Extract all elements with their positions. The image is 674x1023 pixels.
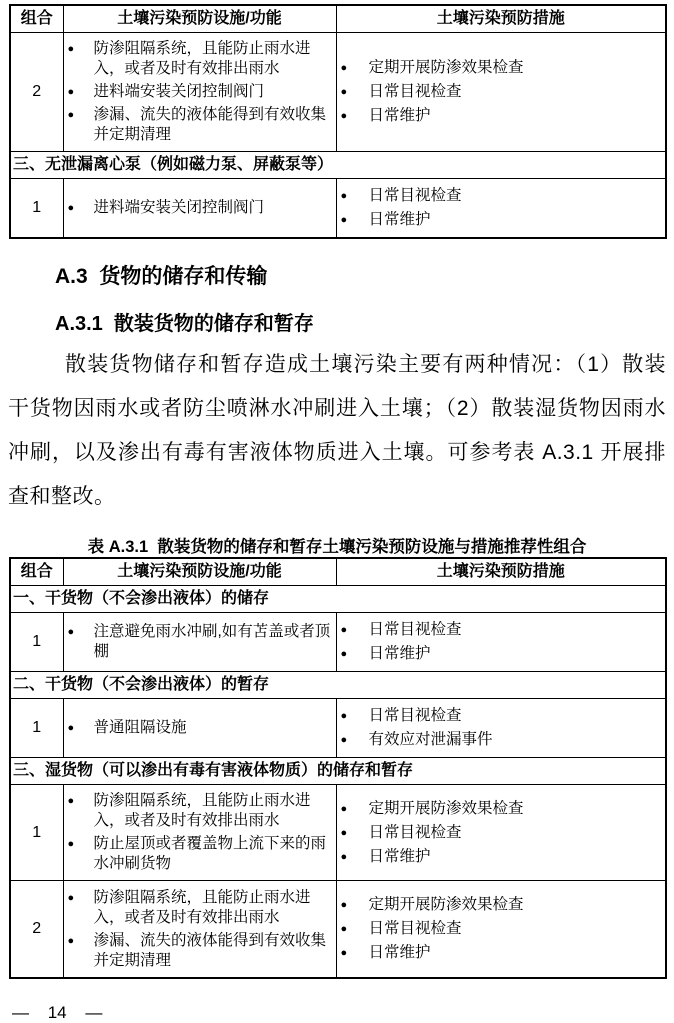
measure-cell (336, 699, 666, 758)
facility-text: 普通阻隔设施 (93, 719, 187, 736)
measure-text: 日常目视检查 (368, 707, 462, 724)
body-paragraph: 散装货物储存和暂存造成土壤污染主要有两种情况：（1）散装干货物因雨水或者防尘喷淋水冲刷进入土壤；（2）散装湿货物因雨水冲刷，以及渗出有毒有害液体物质进入土壤。可参考表 A.3.1 开展排查和整改。 (8, 353, 666, 508)
measure-text: 有效应对泄漏事件 (368, 731, 493, 748)
bullet-icon: ● (340, 802, 348, 815)
measure-text: 定期开展防渗效果检查 (368, 799, 524, 817)
measure-text: 日常维护 (368, 645, 431, 662)
table-row (10, 699, 666, 758)
facility-cell (63, 785, 336, 881)
combo-cell: 2 (10, 881, 63, 979)
measure-text: 日常目视检查 (368, 823, 462, 841)
bullet-icon: ● (340, 850, 348, 863)
facility-cell (63, 881, 336, 979)
facility-cell (63, 613, 336, 672)
facility-text: 防渗阻隔系统，且能防止雨水进入，或者及时有效排出雨水 (93, 792, 311, 829)
section-label: 三、无泄漏离心泵（例如磁力泵、屏蔽泵等） (10, 152, 666, 179)
measure-text: 日常目视检查 (368, 621, 462, 638)
list-item (66, 931, 334, 971)
combo-cell: 1 (10, 785, 63, 881)
table-header-row (10, 5, 666, 33)
col-header-facility: 土壤污染预防设施/功能 (63, 558, 336, 586)
measure-text: 定期开展防渗效果检查 (368, 59, 524, 76)
list-item (66, 834, 334, 874)
measure-text: 日常目视检查 (368, 83, 462, 100)
bullet-icon: ● (340, 190, 348, 202)
section-row (10, 152, 666, 179)
bullet-icon: ● (340, 710, 348, 722)
measure-text: 日常维护 (368, 944, 431, 961)
heading-a3: A.3 货物的储存和传输 (55, 265, 268, 288)
list-item (66, 82, 334, 102)
bullet-icon: ● (67, 838, 75, 850)
bullet-icon: ● (340, 899, 348, 911)
facility-text: 渗漏、流失的液体能得到有效收集并定期清理 (93, 106, 327, 143)
list-item (339, 106, 664, 126)
bullet-icon: ● (67, 934, 75, 947)
page-number: — 14 — (12, 1003, 103, 1022)
measure-cell (336, 33, 666, 152)
list-item (339, 644, 664, 664)
heading-a31: A.3.1 散装货物的储存和暂存 (55, 313, 314, 335)
list-item (339, 895, 664, 915)
list-item (339, 943, 664, 963)
table-row (10, 881, 666, 979)
table-header-row (10, 558, 666, 586)
list-item (339, 186, 664, 206)
list-item (339, 919, 664, 939)
facility-text: 进料端安装关闭控制阀门 (93, 199, 265, 216)
list-item (339, 847, 664, 867)
measure-text: 定期开展防渗效果检查 (368, 896, 524, 913)
combo-cell: 1 (10, 613, 63, 672)
bullet-icon: ● (67, 202, 75, 214)
facility-text: 防渗阻隔系统，且能防止雨水进入，或者及时有效排出雨水 (93, 888, 311, 926)
bullet-icon: ● (340, 947, 348, 959)
list-item (66, 39, 334, 79)
list-item (339, 706, 664, 726)
table-a31 (9, 557, 667, 979)
facility-cell (63, 33, 336, 152)
list-item (66, 105, 334, 145)
list-item (339, 82, 664, 102)
table-caption: 表 A.3.1 散装货物的储存和暂存土壤污染预防设施与措施推荐性组合 (87, 538, 587, 556)
bullet-icon: ● (340, 826, 348, 839)
bullet-icon: ● (340, 86, 348, 98)
bullet-icon: ● (67, 891, 75, 904)
measure-text: 日常目视检查 (368, 920, 462, 937)
list-item (66, 888, 334, 928)
section-label: 一、干货物（不会渗出液体）的储存 (10, 586, 666, 613)
list-item (339, 823, 664, 843)
facility-cell (63, 179, 336, 239)
list-item (339, 620, 664, 640)
col-header-combo: 组合 (10, 558, 63, 586)
combo-cell: 1 (10, 179, 63, 239)
bullet-icon: ● (67, 722, 75, 734)
measure-text: 日常维护 (368, 211, 431, 228)
measure-cell (336, 785, 666, 881)
list-item (66, 718, 334, 738)
bullet-icon: ● (67, 86, 75, 98)
section-row (10, 672, 666, 699)
measure-text: 日常维护 (368, 847, 431, 865)
col-header-combo: 组合 (10, 5, 63, 33)
table-continued (9, 4, 667, 239)
bullet-icon: ● (67, 43, 75, 55)
col-header-measure: 土壤污染预防措施 (336, 5, 666, 33)
measure-cell (336, 881, 666, 979)
list-item (66, 198, 334, 218)
bullet-icon: ● (67, 795, 75, 807)
section-row (10, 758, 666, 785)
list-item (339, 210, 664, 230)
table-row (10, 33, 666, 152)
facility-text: 防止屋顶或者覆盖物上流下来的雨水冲刷货物 (93, 835, 327, 872)
measure-text: 日常目视检查 (368, 187, 462, 204)
col-header-facility: 土壤污染预防设施/功能 (63, 5, 336, 33)
bullet-icon: ● (340, 734, 348, 746)
measure-cell (336, 613, 666, 672)
col-header-measure: 土壤污染预防措施 (336, 558, 666, 586)
list-item (66, 622, 334, 662)
combo-cell: 2 (10, 33, 63, 152)
bullet-icon: ● (340, 648, 348, 660)
facility-text: 进料端安装关闭控制阀门 (93, 83, 265, 100)
section-row (10, 586, 666, 613)
section-label: 二、干货物（不会渗出液体）的暂存 (10, 672, 666, 699)
list-item (339, 799, 664, 819)
bullet-icon: ● (340, 110, 348, 122)
table-row (10, 785, 666, 881)
bullet-icon: ● (340, 214, 348, 226)
section-label: 三、湿货物（可以渗出有毒有害液体物质）的储存和暂存 (10, 758, 666, 785)
table-row (10, 179, 666, 239)
facility-cell (63, 699, 336, 758)
table-row (10, 613, 666, 672)
facility-text: 注意避免雨水冲刷,如有苫盖或者顶棚 (93, 623, 331, 660)
list-item (339, 730, 664, 750)
facility-text: 防渗阻隔系统，且能防止雨水进入，或者及时有效排出雨水 (93, 40, 311, 77)
bullet-icon: ● (340, 62, 348, 74)
list-item (66, 791, 334, 831)
combo-cell: 1 (10, 699, 63, 758)
bullet-icon: ● (67, 109, 75, 121)
measure-text: 日常维护 (368, 107, 431, 124)
bullet-icon: ● (340, 624, 348, 636)
measure-cell (336, 179, 666, 239)
list-item (339, 58, 664, 78)
bullet-icon: ● (67, 626, 75, 638)
facility-text: 渗漏、流失的液体能得到有效收集并定期清理 (93, 931, 327, 969)
bullet-icon: ● (340, 923, 348, 935)
